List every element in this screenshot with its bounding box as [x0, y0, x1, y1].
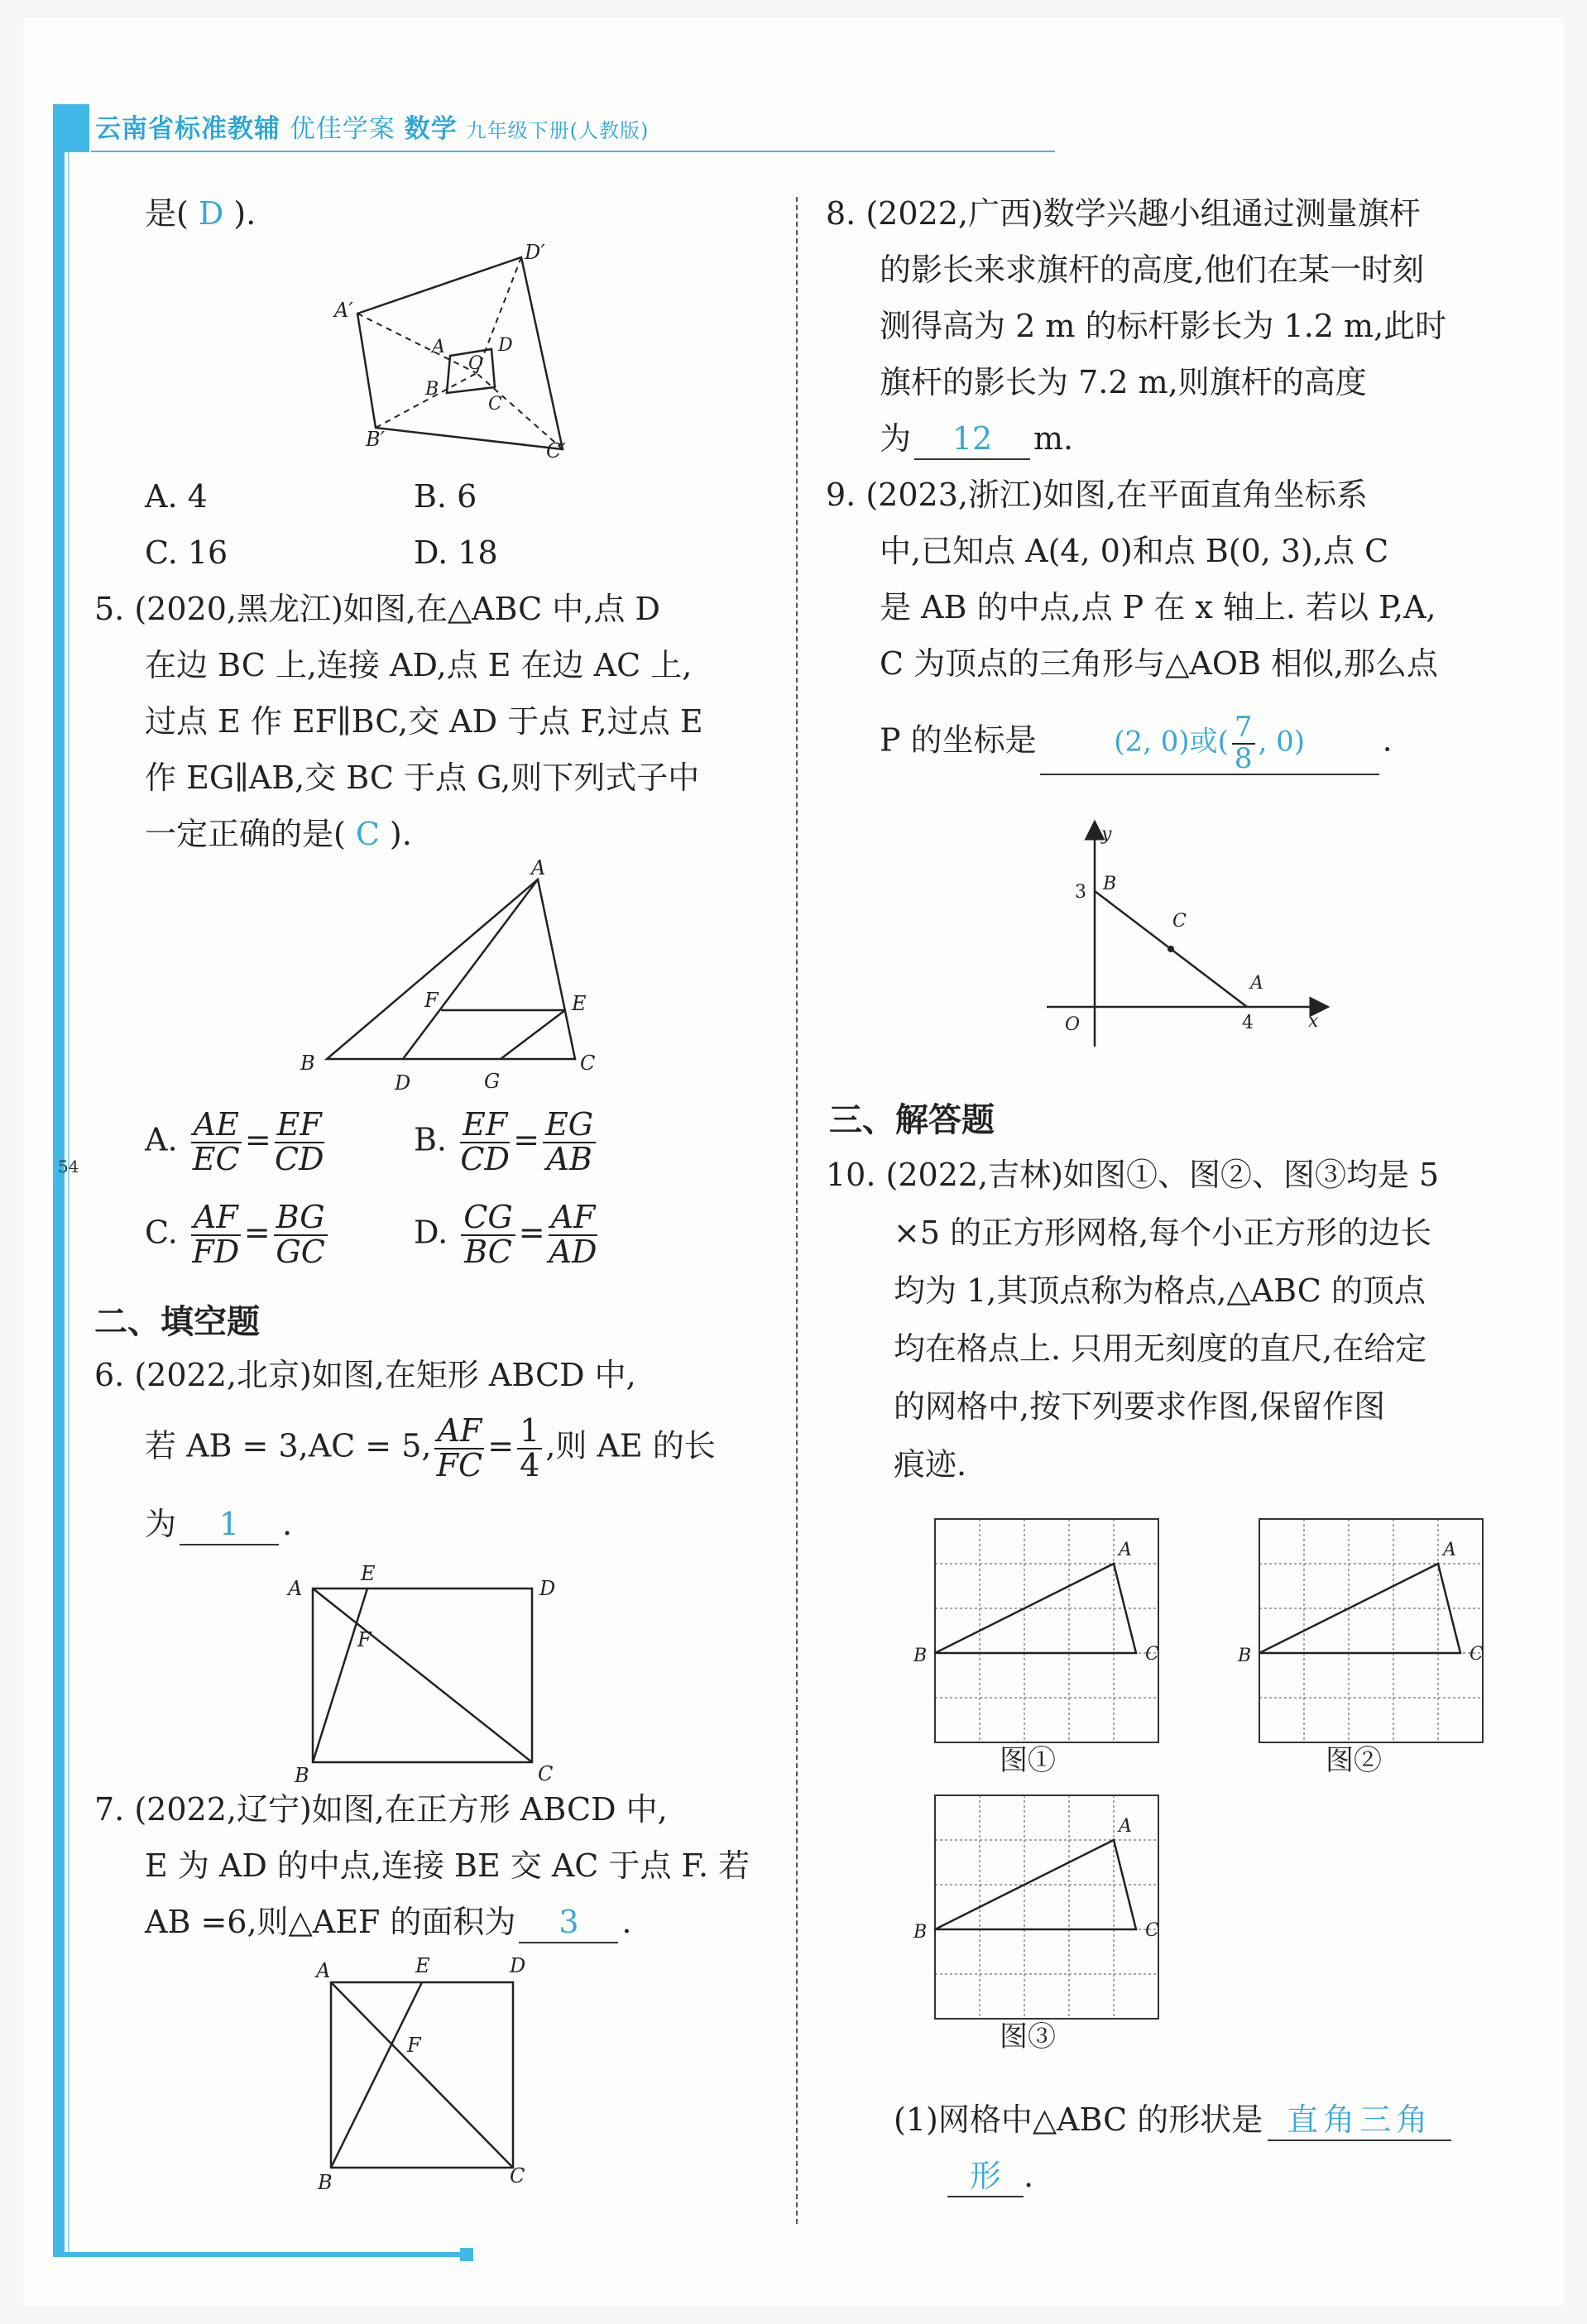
- label-D: D: [498, 335, 513, 356]
- label-B: B: [1238, 1646, 1252, 1666]
- q5-option-b: B. $\frac{EF}{CD}$ = $\frac{EG}{AB}$: [414, 1109, 599, 1176]
- q7-line-2: E 为 AD 的中点,连接 BE 交 AC 于点 F. 若: [145, 1847, 750, 1884]
- label-A: A: [316, 1959, 331, 1982]
- caption-fig-1: 图①: [1000, 1744, 1056, 1777]
- label-A-prime: A′: [334, 299, 353, 322]
- label-B: B: [295, 1764, 309, 1787]
- q4-answer: D: [198, 195, 224, 232]
- label-D: D: [395, 1071, 411, 1095]
- q5-line-1: 5. (2020,黑龙江)如图,在△ABC 中,点 D: [94, 591, 660, 627]
- tick-4: 4: [1242, 1013, 1254, 1033]
- label-C: C: [510, 2164, 525, 2187]
- q4-figure: [323, 241, 587, 467]
- label-C: C: [538, 1762, 554, 1785]
- q6-answer-blank: 1: [180, 1506, 279, 1545]
- q10-grid-3: [889, 1792, 1170, 2032]
- left-accent-line: [68, 104, 70, 2255]
- q5-line-3: 过点 E 作 EF∥BC,交 AD 于点 F,过点 E: [145, 703, 703, 740]
- q5-figure: [294, 856, 608, 1096]
- q5-line-4: 作 EG∥AB,交 BC 于点 G,则下列式子中: [145, 759, 700, 796]
- q5-option-c: C. $\frac{AF}{FD}$ = $\frac{BG}{GC}$: [145, 1201, 331, 1269]
- label-A: A: [531, 856, 546, 879]
- section-fill-in: 二、填空题: [94, 1303, 260, 1341]
- q7-answer-blank: 3: [519, 1904, 618, 1943]
- q9-line-4: C 为顶点的三角形与△AOB 相似,那么点: [880, 645, 1439, 682]
- q10-sub1-answer-a: 直角三角: [1268, 2101, 1451, 2141]
- label-x: x: [1308, 1011, 1319, 1032]
- label-A: A: [1250, 973, 1263, 994]
- header-tab: [53, 104, 89, 152]
- label-E: E: [361, 1562, 376, 1585]
- q5-line-5: 一定正确的是( C ).: [145, 816, 412, 852]
- label-F: F: [407, 2034, 421, 2057]
- column-divider: [796, 197, 798, 2224]
- bottom-square: [460, 2248, 473, 2261]
- q10-sub1: (1)网格中△ABC 的形状是 直角三角: [894, 2101, 1451, 2141]
- label-F: F: [424, 989, 439, 1012]
- label-C: C: [1145, 1644, 1159, 1665]
- label-B-prime: B′: [366, 428, 386, 451]
- q5-line-2: 在边 BC 上,连接 AD,点 E 在边 AC 上,: [145, 647, 693, 683]
- label-B: B: [300, 1052, 315, 1075]
- label-A: A: [1119, 1816, 1132, 1837]
- q8-line-3: 测得高为 2 m 的标杆影长为 1.2 m,此时: [880, 308, 1447, 344]
- header-rule: [91, 151, 1055, 152]
- q9-line-2: 中,已知点 A(4, 0)和点 B(0, 3),点 C: [880, 533, 1389, 569]
- q5-option-d: D. $\frac{CG}{BC}$ = $\frac{AF}{AD}$: [414, 1199, 597, 1270]
- label-B: B: [425, 379, 439, 400]
- series-name: 云南省标准教辅: [95, 114, 280, 144]
- q9-coordinate-figure: [1038, 823, 1336, 1047]
- label-E: E: [415, 1954, 430, 1977]
- q6-figure: [281, 1562, 579, 1787]
- label-D: D: [539, 1577, 556, 1600]
- q10-line-4: 均在格点上. 只用无刻度的直尺,在给定: [894, 1330, 1427, 1367]
- q8-answer-blank: 12: [914, 420, 1030, 460]
- label-C: C: [1172, 911, 1187, 932]
- q8-line-5: 为 12 m.: [880, 420, 1073, 460]
- q4-stem: 是( D ).: [145, 195, 257, 232]
- q10-line-5: 的网格中,按下列要求作图,保留作图: [894, 1388, 1386, 1425]
- label-B: B: [913, 1922, 928, 1943]
- label-B: B: [318, 2171, 333, 2194]
- q9-line-3: 是 AB 的中点,点 P 在 x 轴上. 若以 P,A,: [880, 589, 1436, 625]
- label-A: A: [1119, 1540, 1132, 1560]
- label-C: C: [488, 394, 502, 414]
- q8-line-1: 8. (2022,广西)数学兴趣小组通过测量旗杆: [826, 195, 1421, 232]
- label-B: B: [1103, 874, 1117, 894]
- section-solutions: 三、解答题: [829, 1101, 995, 1139]
- tick-3: 3: [1075, 882, 1086, 903]
- q6-line-3: 为 1 .: [145, 1506, 292, 1545]
- label-C-prime: C′: [546, 439, 566, 462]
- grade-name: 九年级下册(人教版): [466, 119, 650, 142]
- left-accent-bar: [53, 104, 65, 2255]
- q10-grid-1: [889, 1516, 1170, 1756]
- q9-line-5: P 的坐标是 (2, 0)或( $\frac{7}{8}$ , 0) .: [880, 711, 1393, 775]
- q10-line-6: 痕迹.: [894, 1446, 967, 1483]
- label-A: A: [432, 337, 445, 357]
- label-E: E: [572, 992, 587, 1015]
- label-C: C: [1470, 1644, 1484, 1665]
- header-title: [95, 108, 649, 145]
- q10-sub1-answer-b: 形: [947, 2158, 1024, 2197]
- q8-line-4: 旗杆的影长为 7.2 m,则旗杆的高度: [880, 364, 1367, 400]
- q10-line-2: ×5 的正方形网格,每个小正方形的边长: [894, 1215, 1432, 1251]
- label-C: C: [580, 1052, 596, 1075]
- q4-option-a: A. 4: [145, 478, 208, 515]
- q4-option-d: D. 18: [414, 534, 498, 571]
- caption-fig-3: 图③: [1000, 2020, 1056, 2053]
- label-F: F: [357, 1628, 372, 1651]
- caption-fig-2: 图②: [1326, 1744, 1382, 1777]
- label-B: B: [913, 1646, 928, 1666]
- q7-figure: [306, 1953, 554, 2192]
- subject-name: 数学: [404, 114, 458, 144]
- q9-answer-blank: (2, 0)或( $\frac{7}{8}$ , 0): [1040, 713, 1379, 775]
- q4-option-c: C. 16: [145, 534, 228, 571]
- q10-line-3: 均为 1,其顶点称为格点,△ABC 的顶点: [894, 1272, 1426, 1309]
- q10-sub1-cont: 形 .: [947, 2158, 1033, 2197]
- bottom-rule: [53, 2252, 465, 2257]
- q8-line-2: 的影长来求旗杆的高度,他们在某一时刻: [880, 252, 1425, 288]
- label-y: y: [1101, 824, 1112, 845]
- q6-line-1: 6. (2022,北京)如图,在矩形 ABCD 中,: [94, 1357, 636, 1393]
- label-A: A: [288, 1577, 303, 1600]
- q6-line-2: 若 AB = 3,AC = 5, $\frac{AF}{FC}$ = $\frac{1}{4}$ ,则 AE 的长: [145, 1412, 716, 1483]
- page-number: 54: [58, 1157, 79, 1176]
- q5-answer: C: [355, 816, 380, 852]
- label-A: A: [1443, 1540, 1456, 1560]
- q7-line-1: 7. (2022,辽宁)如图,在正方形 ABCD 中,: [94, 1791, 668, 1828]
- q5-option-a: A. $\frac{AE}{EC}$ = $\frac{EF}{CD}$: [145, 1106, 324, 1177]
- q10-line-1: 10. (2022,吉林)如图①、图②、图③均是 5: [826, 1157, 1440, 1193]
- q4-option-b: B. 6: [414, 478, 477, 515]
- label-D: D: [510, 1954, 526, 1977]
- label-G: G: [484, 1070, 501, 1093]
- label-D-prime: D′: [525, 241, 545, 264]
- book-name: 优佳学案: [289, 114, 396, 144]
- label-O: O: [1065, 1014, 1081, 1035]
- q7-line-3: AB =6,则△AEF 的面积为 3 .: [145, 1904, 632, 1943]
- label-O: O: [468, 353, 484, 374]
- q10-grid-2: [1213, 1516, 1494, 1756]
- q9-line-1: 9. (2023,浙江)如图,在平面直角坐标系: [826, 477, 1368, 513]
- label-C: C: [1145, 1920, 1159, 1941]
